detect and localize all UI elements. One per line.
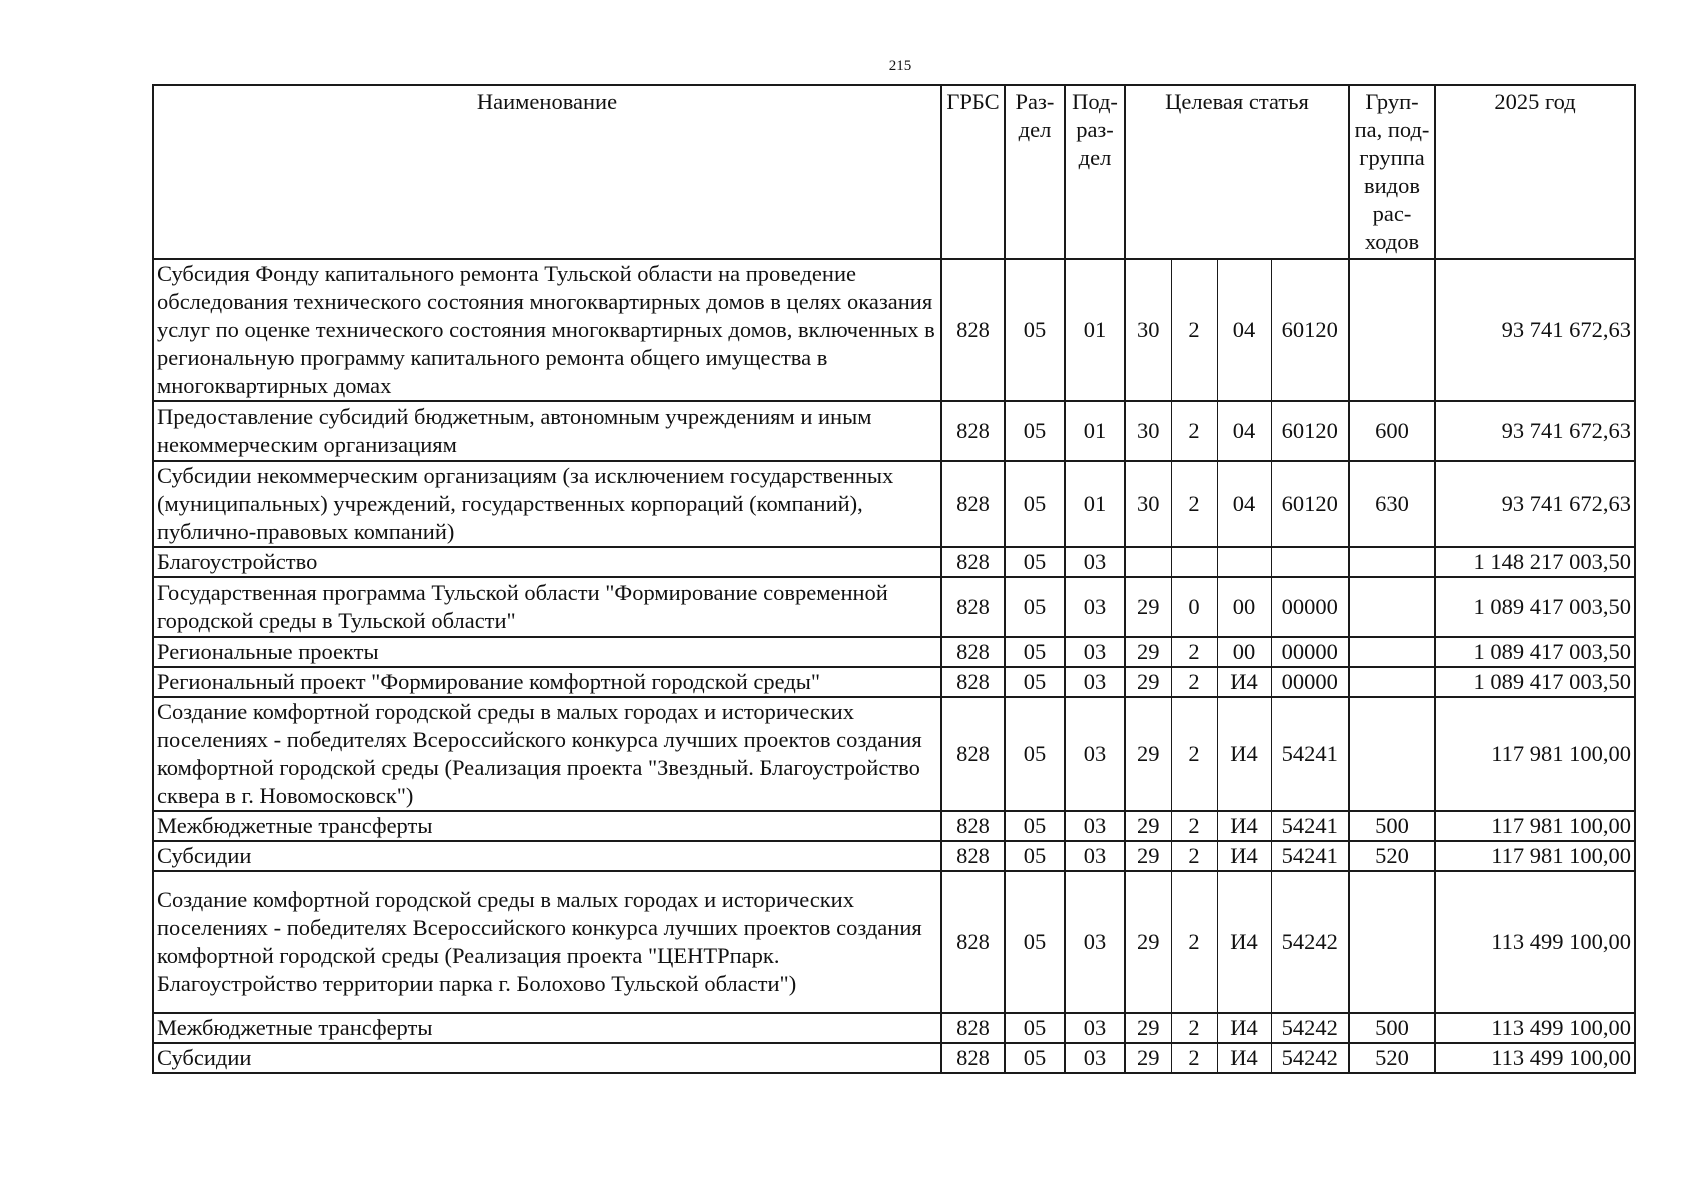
row-grbs: 828 [941, 259, 1005, 401]
table-row [153, 871, 1635, 1013]
row-target-direction: 60120 [1271, 461, 1349, 547]
header-name: Наименование [153, 85, 941, 259]
row-target-type: 2 [1171, 1013, 1217, 1043]
row-grbs: 828 [941, 667, 1005, 697]
row-target-program: 29 [1125, 577, 1171, 637]
row-grbs: 828 [941, 1043, 1005, 1073]
row-target-type: 2 [1171, 667, 1217, 697]
row-razdel: 05 [1005, 841, 1065, 871]
row-expense-group: 630 [1349, 461, 1435, 547]
row-razdel: 05 [1005, 667, 1065, 697]
row-target-structure: И4 [1217, 1013, 1271, 1043]
header-expense-group: Груп- па, под- группа видов рас- ходов [1349, 85, 1435, 259]
row-target-direction: 00000 [1271, 637, 1349, 667]
row-target-program: 29 [1125, 697, 1171, 811]
row-amount: 1 148 217 003,50 [1435, 547, 1635, 577]
row-razdel: 05 [1005, 1013, 1065, 1043]
row-amount: 1 089 417 003,50 [1435, 577, 1635, 637]
row-target-direction: 60120 [1271, 401, 1349, 461]
row-target-type: 2 [1171, 637, 1217, 667]
row-target-type: 2 [1171, 841, 1217, 871]
row-expense-group [1349, 259, 1435, 401]
row-grbs: 828 [941, 1013, 1005, 1043]
row-target-direction: 00000 [1271, 577, 1349, 637]
row-target-direction: 60120 [1271, 259, 1349, 401]
row-name: Государственная программа Тульской области "Формирование современной городской среды в Тульской области" [153, 577, 941, 637]
row-amount: 93 741 672,63 [1435, 259, 1635, 401]
row-target-direction: 54242 [1271, 871, 1349, 1013]
row-target-program: 29 [1125, 1043, 1171, 1073]
row-name: Предоставление субсидий бюджетным, автономным учреждениям и иным некоммерческим организациям [153, 401, 941, 461]
row-expense-group: 600 [1349, 401, 1435, 461]
table-row [153, 697, 1635, 811]
row-amount: 117 981 100,00 [1435, 811, 1635, 841]
row-expense-group [1349, 547, 1435, 577]
row-grbs: 828 [941, 841, 1005, 871]
row-target-structure: И4 [1217, 871, 1271, 1013]
row-name: Субсидии некоммерческим организациям (за исключением государственных (муниципальных) учреждений, государственных корпораций (компаний), публично-правовых компаний) [153, 461, 941, 547]
row-amount: 113 499 100,00 [1435, 871, 1635, 1013]
row-name: Субсидии [153, 841, 941, 871]
row-target-direction: 54241 [1271, 841, 1349, 871]
table-header-row [153, 85, 1635, 259]
row-expense-group [1349, 871, 1435, 1013]
table-row [153, 259, 1635, 401]
row-amount: 113 499 100,00 [1435, 1013, 1635, 1043]
row-podrazdel: 03 [1065, 637, 1125, 667]
row-amount: 113 499 100,00 [1435, 1043, 1635, 1073]
row-target-structure: 04 [1217, 259, 1271, 401]
table-row [153, 637, 1635, 667]
row-grbs: 828 [941, 547, 1005, 577]
row-expense-group: 520 [1349, 1043, 1435, 1073]
row-razdel: 05 [1005, 1043, 1065, 1073]
row-name: Субсидия Фонду капитального ремонта Тульской области на проведение обследования технического состояния многоквартирных домов в целях оказания услуг по оценке технического состояния многоквартирных домов, включенных в региональную программу капитального ремонта общего имущества в многоквартирных домах [153, 259, 941, 401]
row-amount: 117 981 100,00 [1435, 841, 1635, 871]
row-target-program: 30 [1125, 259, 1171, 401]
row-podrazdel: 03 [1065, 667, 1125, 697]
row-target-structure: 04 [1217, 461, 1271, 547]
row-podrazdel: 03 [1065, 547, 1125, 577]
row-target-program [1125, 547, 1171, 577]
row-razdel: 05 [1005, 577, 1065, 637]
row-podrazdel: 03 [1065, 811, 1125, 841]
row-razdel: 05 [1005, 811, 1065, 841]
table-row [153, 547, 1635, 577]
row-target-type: 2 [1171, 1043, 1217, 1073]
row-target-direction: 54241 [1271, 697, 1349, 811]
row-target-program: 29 [1125, 637, 1171, 667]
row-grbs: 828 [941, 871, 1005, 1013]
row-target-structure: 04 [1217, 401, 1271, 461]
row-podrazdel: 01 [1065, 401, 1125, 461]
table-row [153, 1043, 1635, 1073]
row-name: Региональный проект "Формирование комфортной городской среды" [153, 667, 941, 697]
row-podrazdel: 03 [1065, 697, 1125, 811]
row-target-structure: 00 [1217, 637, 1271, 667]
budget-table [152, 84, 1636, 1074]
table-row [153, 811, 1635, 841]
row-name: Благоустройство [153, 547, 941, 577]
header-podrazdel: Под- раз- дел [1065, 85, 1125, 259]
row-grbs: 828 [941, 461, 1005, 547]
row-target-type: 2 [1171, 871, 1217, 1013]
row-target-type: 2 [1171, 401, 1217, 461]
row-razdel: 05 [1005, 547, 1065, 577]
row-razdel: 05 [1005, 637, 1065, 667]
row-grbs: 828 [941, 577, 1005, 637]
row-target-program: 29 [1125, 841, 1171, 871]
row-target-direction: 54241 [1271, 811, 1349, 841]
header-target-article: Целевая статья [1125, 85, 1349, 259]
row-target-program: 30 [1125, 401, 1171, 461]
row-razdel: 05 [1005, 871, 1065, 1013]
row-amount: 1 089 417 003,50 [1435, 667, 1635, 697]
row-razdel: 05 [1005, 697, 1065, 811]
row-target-type: 2 [1171, 259, 1217, 401]
row-podrazdel: 03 [1065, 1013, 1125, 1043]
table-row [153, 577, 1635, 637]
row-target-structure: И4 [1217, 841, 1271, 871]
row-name: Создание комфортной городской среды в малых городах и исторических поселениях - победителях Всероссийского конкурса лучших проектов создания комфортной городской среды (Реализация проекта "ЦЕНТРпарк. Благоустройство территории парка г. Болохово Тульской области") [153, 871, 941, 1013]
row-name: Межбюджетные трансферты [153, 811, 941, 841]
row-target-structure: И4 [1217, 697, 1271, 811]
row-name: Субсидии [153, 1043, 941, 1073]
table-row [153, 841, 1635, 871]
row-target-structure: И4 [1217, 1043, 1271, 1073]
row-expense-group: 520 [1349, 841, 1435, 871]
row-podrazdel: 01 [1065, 259, 1125, 401]
row-razdel: 05 [1005, 259, 1065, 401]
row-target-type: 2 [1171, 697, 1217, 811]
row-expense-group: 500 [1349, 1013, 1435, 1043]
row-razdel: 05 [1005, 401, 1065, 461]
header-grbs: ГРБС [941, 85, 1005, 259]
header-razdel: Раз- дел [1005, 85, 1065, 259]
row-name: Межбюджетные трансферты [153, 1013, 941, 1043]
row-expense-group: 500 [1349, 811, 1435, 841]
row-name: Региональные проекты [153, 637, 941, 667]
row-grbs: 828 [941, 811, 1005, 841]
table-row [153, 1013, 1635, 1043]
table-row [153, 461, 1635, 547]
header-year-2025: 2025 год [1435, 85, 1635, 259]
row-grbs: 828 [941, 637, 1005, 667]
row-target-type: 2 [1171, 461, 1217, 547]
row-podrazdel: 03 [1065, 1043, 1125, 1073]
table-row [153, 667, 1635, 697]
row-target-type: 2 [1171, 811, 1217, 841]
row-target-structure: 00 [1217, 577, 1271, 637]
row-razdel: 05 [1005, 461, 1065, 547]
row-target-structure [1217, 547, 1271, 577]
row-amount: 93 741 672,63 [1435, 401, 1635, 461]
row-target-program: 29 [1125, 871, 1171, 1013]
row-amount: 93 741 672,63 [1435, 461, 1635, 547]
row-expense-group [1349, 667, 1435, 697]
row-target-type [1171, 547, 1217, 577]
row-expense-group [1349, 637, 1435, 667]
row-target-program: 29 [1125, 667, 1171, 697]
row-target-structure: И4 [1217, 811, 1271, 841]
row-podrazdel: 03 [1065, 871, 1125, 1013]
row-grbs: 828 [941, 401, 1005, 461]
table-row [153, 401, 1635, 461]
row-expense-group [1349, 577, 1435, 637]
row-target-type: 0 [1171, 577, 1217, 637]
page-number: 215 [888, 58, 912, 74]
row-grbs: 828 [941, 697, 1005, 811]
row-target-program: 29 [1125, 1013, 1171, 1043]
row-amount: 117 981 100,00 [1435, 697, 1635, 811]
row-target-direction: 00000 [1271, 667, 1349, 697]
row-target-direction [1271, 547, 1349, 577]
row-podrazdel: 01 [1065, 461, 1125, 547]
row-podrazdel: 03 [1065, 577, 1125, 637]
row-target-direction: 54242 [1271, 1013, 1349, 1043]
row-expense-group [1349, 697, 1435, 811]
row-target-structure: И4 [1217, 667, 1271, 697]
row-name: Создание комфортной городской среды в малых городах и исторических поселениях - победителях Всероссийского конкурса лучших проектов создания комфортной городской среды (Реализация проекта "Звездный. Благоустройство сквера в г. Новомосковск") [153, 697, 941, 811]
row-target-direction: 54242 [1271, 1043, 1349, 1073]
row-podrazdel: 03 [1065, 841, 1125, 871]
row-target-program: 29 [1125, 811, 1171, 841]
row-amount: 1 089 417 003,50 [1435, 637, 1635, 667]
row-target-program: 30 [1125, 461, 1171, 547]
